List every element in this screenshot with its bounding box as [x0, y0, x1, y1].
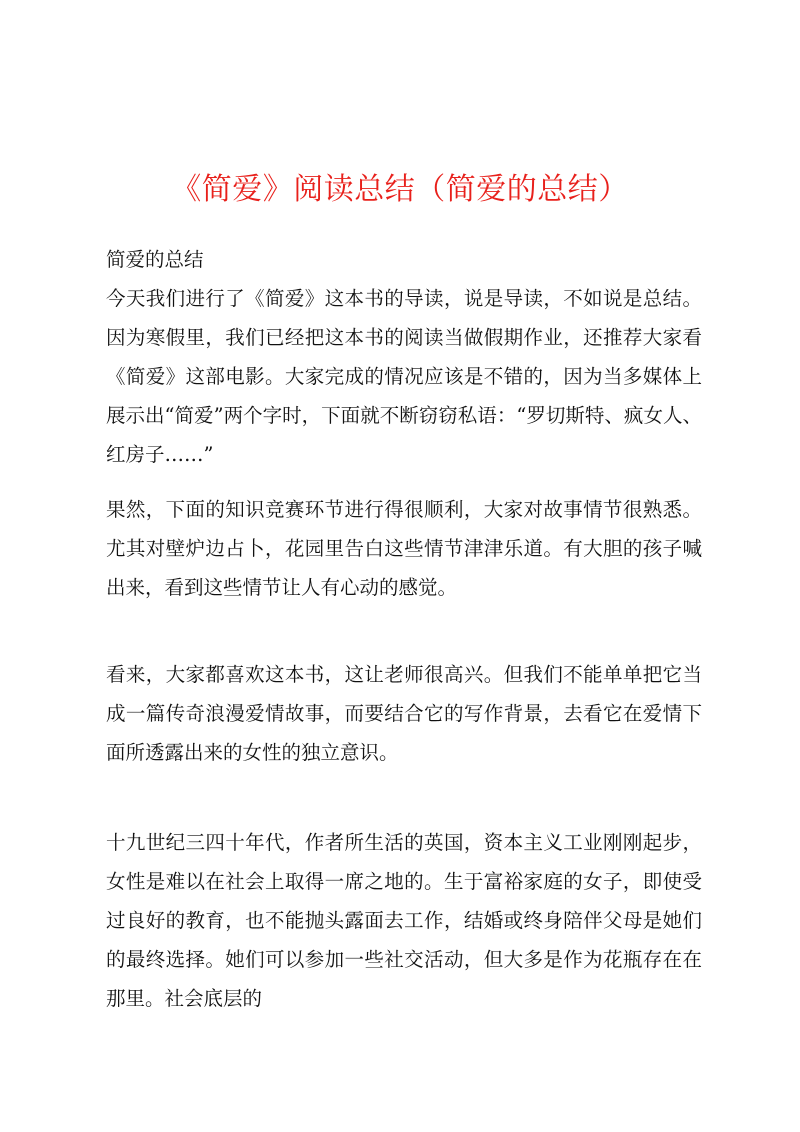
subtitle-text: 简爱的总结 [106, 248, 204, 271]
document-title: 《简爱》阅读总结（简爱的总结） [171, 172, 629, 207]
paragraph-text: 十九世纪三四十年代，作者所生活的英国，资本主义工业刚刚起步，女性是难以在社会上取得一席之地的。生于富裕家庭的女子，即使受过良好的教育，也不能抛头露面去工作，结婚或终身陪伴父母是她们的最终选择。她们可以参加一些社交活动，但大多是作为花瓶存在在那里。社会底层的 [106, 831, 702, 1010]
paragraph-text: 今天我们进行了《简爱》这本书的导读，说是导读，不如说是总结。因为寒假里，我们已经把这本书的阅读当做假期作业，还推荐大家看《简爱》这部电影。大家完成的情况应该是不错的，因为当多媒体上展示出“简爱”两个字时，下面就不断窃窃私语：“罗切斯特、疯女人、红房子……” [106, 287, 702, 466]
paragraph-text: 果然，下面的知识竞赛环节进行得很顺利，大家对故事情节很熟悉。尤其对壁炉边占卜，花园里告白这些情节津津乐道。有大胆的孩子喊出来，看到这些情节让人有心动的感觉。 [106, 498, 702, 599]
paragraph-3 [106, 655, 702, 772]
paragraph-4 [106, 823, 702, 1018]
paragraph-1 [106, 279, 702, 474]
paragraph-2 [106, 490, 702, 607]
paragraph-text: 看来，大家都喜欢这本书，这让老师很高兴。但我们不能单单把它当成一篇传奇浪漫爱情故事，而要结合它的写作背景，去看它在爱情下面所透露出来的女性的独立意识。 [106, 663, 702, 764]
section-subtitle [106, 240, 702, 279]
